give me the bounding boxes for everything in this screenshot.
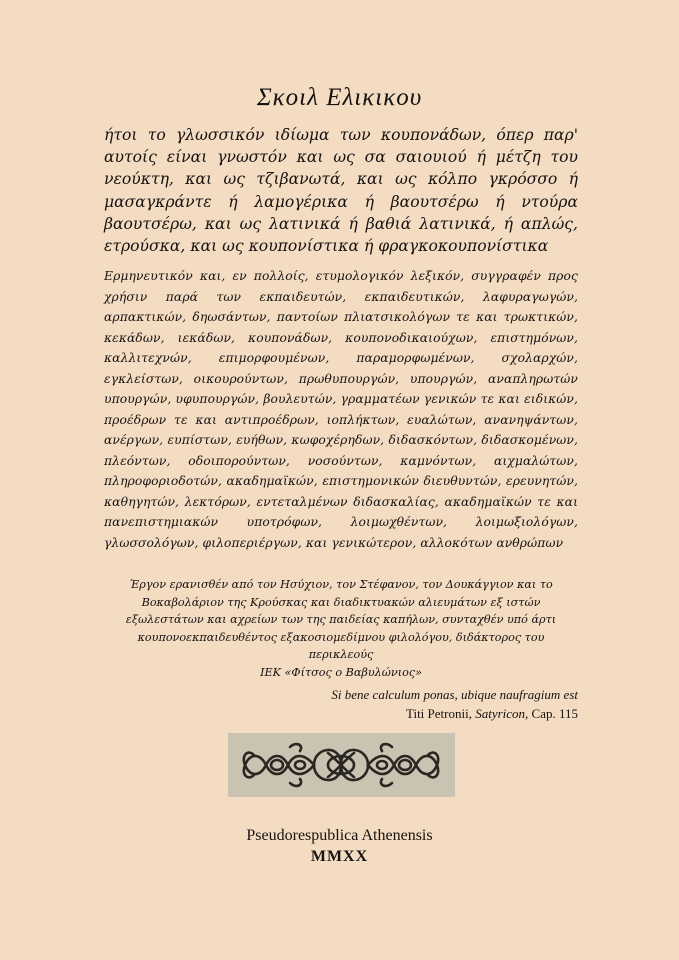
publication-year: MMXX (310, 848, 369, 865)
epigraph-quote: Si bene calculum ponas, ubique naufragium est (331, 687, 578, 702)
knotwork-ornament-icon (228, 733, 455, 797)
credit-paragraph (108, 576, 574, 681)
credit-text: Έργον ερανισθέν από τον Ησύχιον, τον Στέφανον, τον Δουκάγγιον και το Βοκαβολάριον της Κρούσκας και διαδικτυακών αλιευμάτων εξ ιστών εξωλεστάτων και αχρείων των της παιδείας καπήλων, συνταχθέν υπό άρτι κουπονοεκπαιδευθέντος εξακοσιομεδίμνου φιλολόγου, διδάκτορος του περικλεούς (125, 578, 557, 661)
epigraph-attribution (198, 704, 578, 723)
epigraph (198, 685, 578, 723)
imprint (0, 825, 679, 867)
publisher-name: Pseudorespublica Athenensis (246, 827, 433, 844)
intro-paragraph: ήτοι το γλωσσικόν ιδίωμα των κουπονάδων, όπερ παρ' αυτοίς είναι γνωστόν και ως σα σαιουιού ή μέτζη του νεούκτη, και ως τζιβανωτά, και ως κόλπο γκρόσσο ή μασαγκράντε ή λαμογέρικα ή βαουτσέρω ή ντούρα βαουτσέρω, και ως λατινικά ή βαθιά λατινικά, ή απλώς, ετρούσκα, και ως κουπονίστικα ή φραγκοκουπονίστικα (104, 126, 578, 256)
credit-school: ΙΕΚ «Φίτσος ο Βαβυλώνιος» (260, 665, 422, 679)
description-paragraph: Ερμηνευτικόν και, εν πολλοίς, ετυμολογικόν λεξικόν, συγγραφέν προς χρήσιν παρά των εκπαιδευτών, εκπαιδευτικών, λαφυραγωγών, αρπακτικών, δηωσάντων, παντοίων πλιατσικολόγων τε και τρωκτικών, κεκάδων, ιεκάδων, κουπονάδων, κουπονοδικαιούχων, επιστημόνων, καλλιτεχνών, επιμορφουμένων, παραμορφωμένων, σχολαρχών, εγκλείστων, οικουρούντων, πρωθυπουργών, υπουργών, αναπληρωτών υπουργών, υφυπουργών, βουλευτών, γραμματέων γενικών τε και ειδικών, προέδρων τε και αντιπροέδρων, ιοπλήκτων, ευαλώτων, ανανηψάντων, ανέργων, ευπίστων, ευήθων, κωφοχέρηδων, διδασκόντων, διδασκομένων, πλεόντων, οδοιπορούντων, νοσούντων, καμνόντων, αιχμαλώτων, πληροφοριοδοτών, ακαδημαϊκών, επιστημονικών διευθυντών, ερευνητών, καθηγητών, λεκτόρων, εντεταλμένων διδασκαλίας, ακαδημαϊκών τε και πανεπιστημιακών υποτρόφων, λοιμωχθέντων, λοιμωξιολόγων, γλωσσολόγων, φιλοπεριέργων, και γενικώτερον, αλλοκότων ανθρώπων (104, 269, 578, 550)
epigraph-work: Satyricon (475, 706, 526, 721)
page-title: Σκοιλ Ελικικου (256, 84, 423, 111)
epigraph-author: Titi Petronii, (405, 706, 472, 721)
epigraph-chapter: , Cap. 115 (525, 706, 578, 721)
